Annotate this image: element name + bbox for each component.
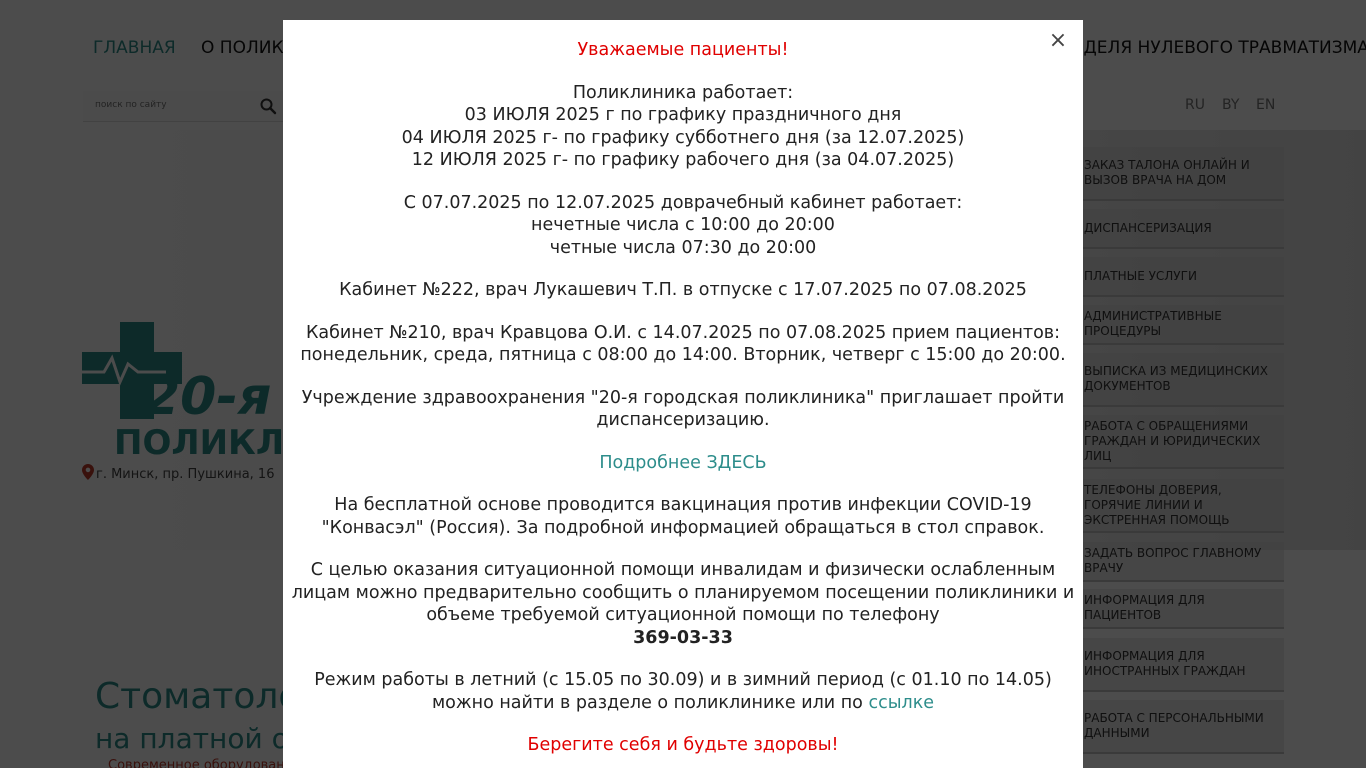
schedule-line: 12 ИЮЛЯ 2025 г- по графику рабочего дня (за 04.07.2025) <box>411 150 955 170</box>
pre-medical-odd: нечетные числа с 10:00 до 20:00 <box>531 215 835 235</box>
seasonal-line2: можно найти в разделе о поликлинике или по <box>431 692 863 713</box>
seasonal-notice <box>283 669 1083 714</box>
covid-notice <box>283 494 1083 539</box>
assistance-line1: С целью оказания ситуационной помощи инвалидам и физически ослабленным <box>310 560 1056 580</box>
schedule-block <box>283 82 1083 172</box>
announcement-modal <box>283 20 1083 768</box>
schedule-line: 03 ИЮЛЯ 2025 г по графику праздничного дня <box>464 105 902 125</box>
seasonal-line1: Режим работы в летний (с 15.05 по 30.09) и в зимний период (с 01.10 по 14.05) <box>314 670 1052 690</box>
seasonal-link[interactable]: ссылке <box>868 692 935 713</box>
close-icon[interactable]: × <box>1048 28 1068 53</box>
modal-closing: Берегите себя и будьте здоровы! <box>527 735 839 755</box>
pre-medical-intro: С 07.07.2025 по 12.07.2025 доврачебный кабинет работает: <box>403 192 963 213</box>
cabinet-210-line1: Кабинет №210, врач Кравцова О.И. с 14.07.2025 по 07.08.2025 прием пациентов: <box>305 322 1061 343</box>
covid-line2: "Конвасэл" (Россия). За подробной информацией обращаться в стол справок. <box>321 517 1045 538</box>
cabinet-222-notice: Кабинет №222, врач Лукашевич Т.П. в отпуске с 17.07.2025 по 07.08.2025 <box>339 280 1027 300</box>
more-info-link[interactable]: Подробнее ЗДЕСЬ <box>599 452 767 473</box>
assistance-line3: объеме требуемой ситуационной помощи по телефону <box>426 605 940 625</box>
schedule-intro: Поликлиника работает: <box>572 82 794 103</box>
cabinet-210-notice <box>283 322 1083 367</box>
assistance-line2: лицам можно предварительно сообщить о планируемом посещении поликлиники и <box>291 582 1075 603</box>
modal-content <box>283 39 1083 768</box>
schedule-line: 04 ИЮЛЯ 2025 г- по графику субботнего дня (за 12.07.2025) <box>401 127 965 148</box>
covid-line1: На бесплатной основе проводится вакцинация против инфекции COVID-19 <box>334 495 1032 515</box>
pre-medical-even: четные числа 07:30 до 20:00 <box>549 237 817 258</box>
assistance-notice <box>283 559 1083 649</box>
dispensary-invite <box>283 387 1083 432</box>
dispensary-line1: Учреждение здравоохранения "20-я городская поликлиника" приглашает пройти <box>301 387 1065 408</box>
cabinet-210-line2: понедельник, среда, пятница с 08:00 до 14:00. Вторник, четверг с 15:00 до 20:00. <box>300 345 1066 365</box>
pre-medical-block <box>283 192 1083 260</box>
assistance-phone: 369-03-33 <box>633 627 733 648</box>
dispensary-line2: диспансеризацию. <box>596 410 770 430</box>
modal-greeting: Уважаемые пациенты! <box>577 40 789 60</box>
